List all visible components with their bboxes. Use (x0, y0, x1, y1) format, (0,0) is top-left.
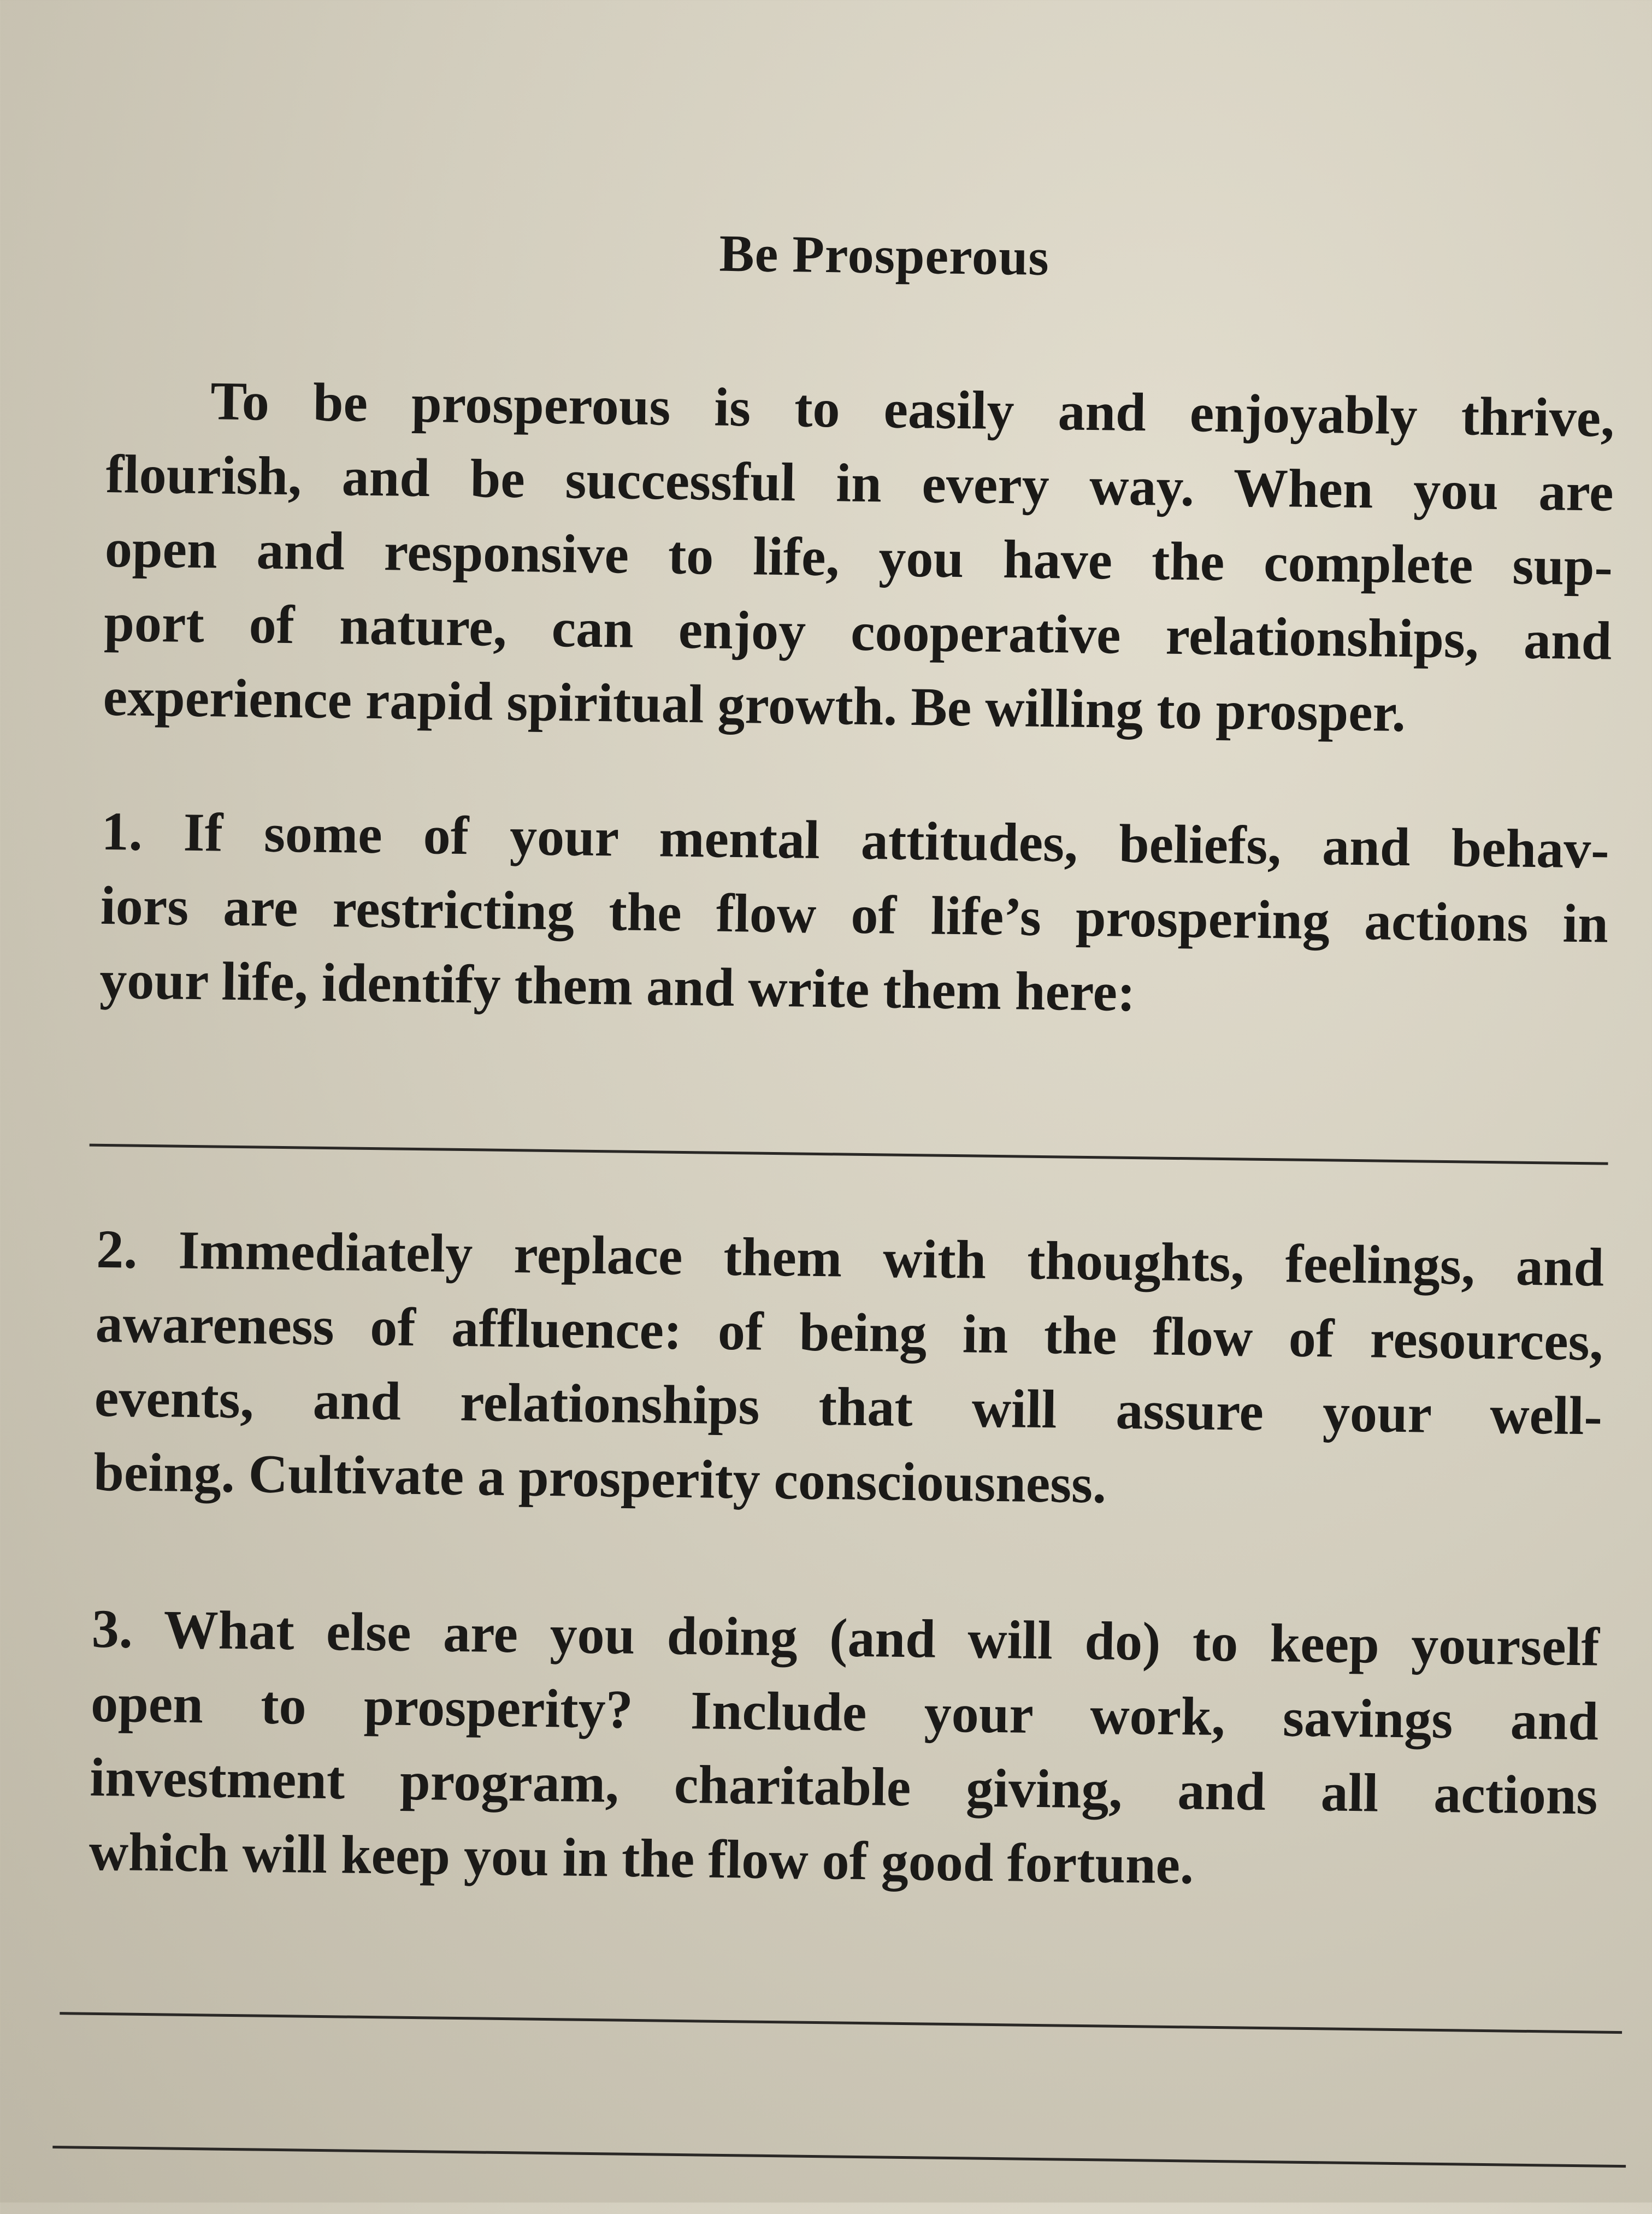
item-3 (88, 1592, 1600, 1908)
text-line: port of nature, can enjoy cooperative relationships, and (103, 592, 1612, 671)
text-line: open to prosperity? Include your work, savings and (90, 1672, 1599, 1752)
text-line: which will keep you in the flow of good fortune. (88, 1821, 1194, 1896)
text-line: open and responsive to life, you have the complete sup- (104, 517, 1613, 597)
item-1 (99, 794, 1610, 1036)
text-line: 2. Immediately replace them with thoughts, feelings, and (96, 1218, 1604, 1298)
text-line: being. Cultivate a prosperity consciousness. (93, 1441, 1107, 1515)
text-line: To be prosperous is to easily and enjoyably thrive, (210, 370, 1615, 448)
text-line: awareness of affluence: of being in the flow of resources, (95, 1292, 1604, 1372)
write-in-line[interactable] (52, 2146, 1626, 2168)
text-line: iors are restricting the flow of life’s prospering actions in (100, 875, 1609, 954)
write-in-line[interactable] (90, 1144, 1608, 1165)
text-line: 3. What else are you doing (and will do) to keep yourself (91, 1598, 1600, 1678)
write-in-line[interactable] (60, 2012, 1622, 2034)
page-title: Be Prosperous (719, 223, 1050, 287)
text-line: flourish, and be successful in every way. When you are (105, 443, 1614, 523)
text-line: investment program, charitable giving, and all actions (89, 1746, 1598, 1826)
text-line: events, and relationships that will assure your well- (94, 1367, 1603, 1447)
text-line: experience rapid spiritual growth. Be willing to prosper. (103, 666, 1406, 743)
item-2 (93, 1212, 1604, 1528)
text-line: 1. If some of your mental attitudes, beliefs, and behav- (101, 800, 1610, 880)
text-line: your life, identify them and write them here: (99, 949, 1136, 1023)
intro-paragraph (103, 363, 1615, 753)
